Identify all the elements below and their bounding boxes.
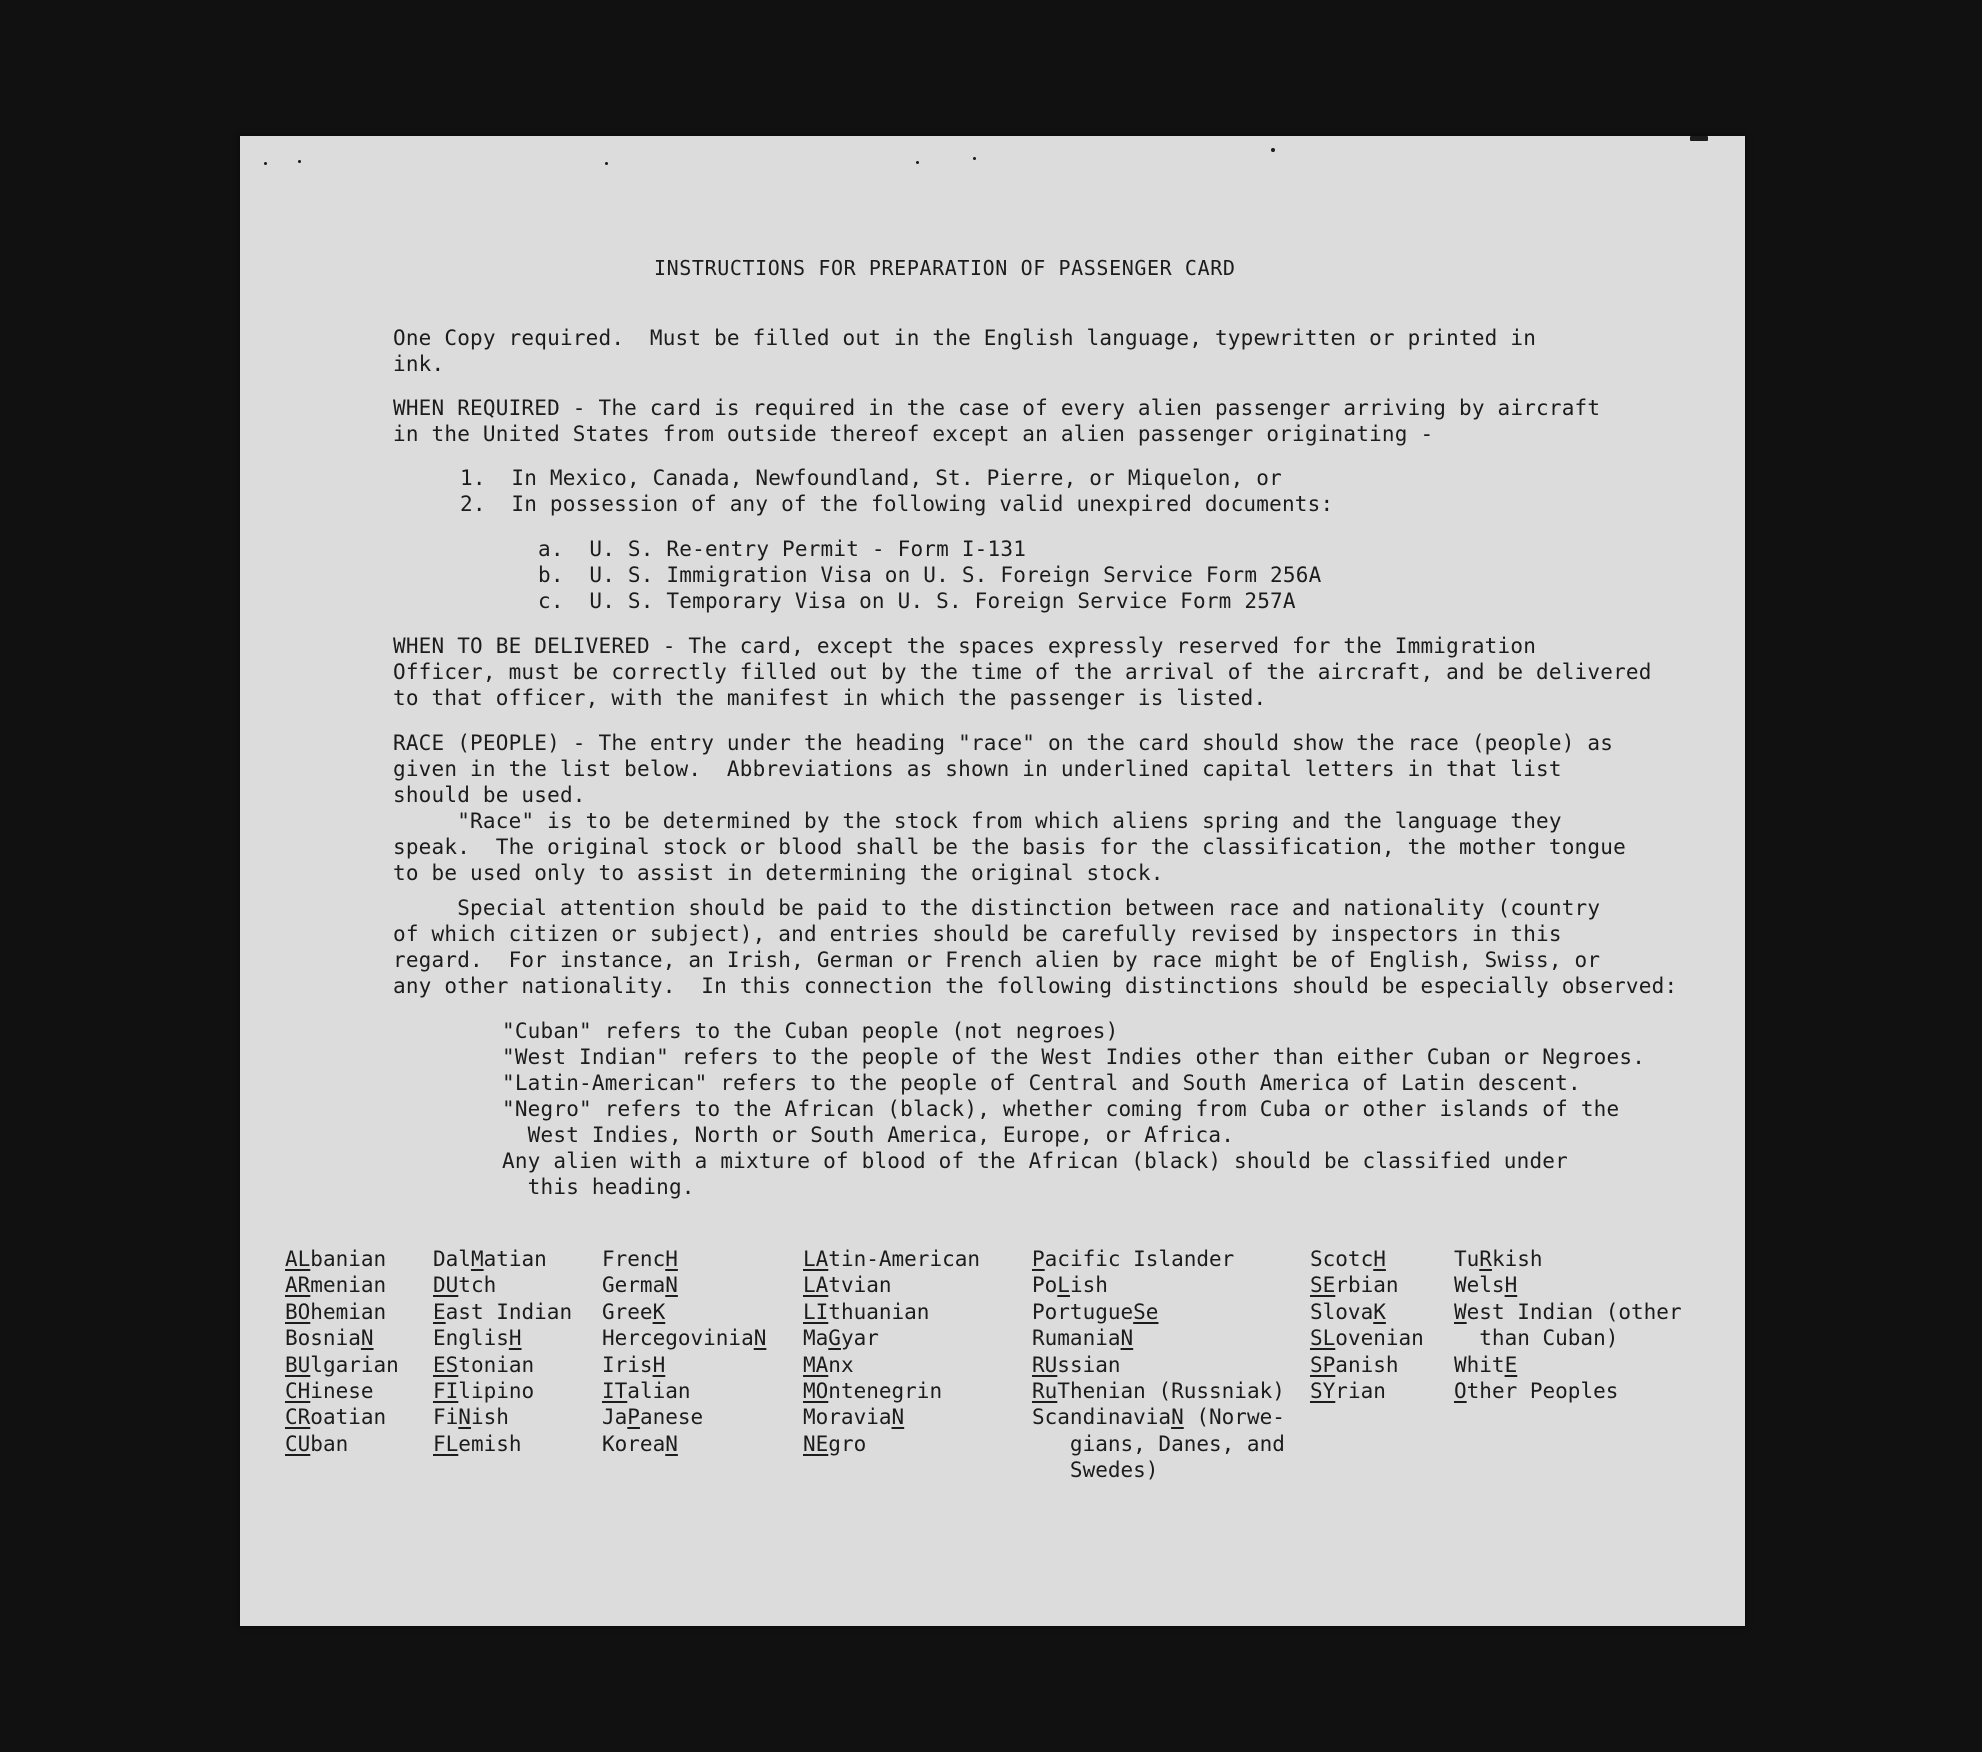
race-text: Iris — [602, 1352, 653, 1377]
race-text: ish — [1069, 1273, 1108, 1298]
race-list-item — [1454, 1246, 1682, 1272]
speck — [1271, 148, 1275, 152]
race-text: ssian — [1057, 1352, 1121, 1377]
race-abbreviation: SL — [1310, 1326, 1336, 1351]
race-text: ther Peoples — [1466, 1379, 1619, 1404]
when-required-line: in the United States from outside thereof except an alien passenger originating - — [393, 422, 1434, 446]
race-text: Hercegovinia — [602, 1326, 754, 1351]
race-text: nx — [828, 1352, 854, 1377]
race-list-column — [803, 1246, 980, 1457]
race-abbreviation: IT — [602, 1379, 628, 1404]
race-text: ish — [470, 1405, 509, 1430]
race-line: should be used. — [393, 783, 586, 807]
race-abbreviation: ES — [433, 1352, 459, 1377]
race-text: banian — [310, 1247, 387, 1271]
race-abbreviation: MO — [803, 1379, 829, 1404]
race-abbreviation: K — [1373, 1299, 1386, 1324]
race-list-item — [1310, 1246, 1424, 1272]
origin-item: 2. In possession of any of the following valid unexpired documents: — [460, 492, 1334, 516]
race-text: tch — [458, 1273, 497, 1298]
race-text: Dal — [433, 1247, 471, 1271]
race-list-item — [1454, 1272, 1682, 1298]
race-abbreviation: AR — [285, 1273, 311, 1298]
special-line: of which citizen or subject), and entries should be carefully revised by inspectors in this — [393, 922, 1562, 946]
race-text: thuanian — [828, 1299, 930, 1324]
race-list-item — [285, 1378, 399, 1404]
race-text: Korea — [602, 1431, 666, 1456]
race-abbreviation: SE — [1310, 1273, 1336, 1298]
race-list-item — [1310, 1272, 1424, 1298]
race-abbreviation: Se — [1133, 1299, 1159, 1324]
race-text: Swedes) — [1032, 1458, 1159, 1483]
speck — [298, 160, 301, 163]
race-abbreviation: L — [1057, 1273, 1070, 1298]
race-abbreviation: H — [1373, 1247, 1386, 1271]
race-list-item — [285, 1325, 399, 1351]
race-list-item — [1032, 1404, 1285, 1430]
race-list-item — [285, 1299, 399, 1325]
race-text: yar — [840, 1326, 879, 1351]
race-abbreviation: Ru — [1032, 1379, 1058, 1404]
race-abbreviation: AL — [285, 1247, 311, 1271]
race-list-item — [285, 1246, 399, 1272]
race-list-item — [803, 1431, 980, 1457]
race-list-item — [1454, 1299, 1682, 1325]
race-list-item — [602, 1325, 766, 1351]
race-abbreviation: H — [1504, 1273, 1518, 1298]
race-text: rbian — [1335, 1273, 1399, 1298]
race-text: emish — [458, 1431, 522, 1456]
race-list-column — [1454, 1246, 1682, 1404]
race-text: Englis — [433, 1326, 509, 1351]
race-list-item — [285, 1404, 399, 1430]
race-list-item — [602, 1272, 766, 1298]
when-delivered-line: WHEN TO BE DELIVERED - The card, except the spaces expressly reserved for the Immigration — [393, 634, 1537, 658]
race-abbreviation: N — [1120, 1326, 1134, 1351]
race-list-item — [1032, 1325, 1285, 1351]
special-line: regard. For instance, an Irish, German or French alien by race might be of English, Swiss, or — [393, 948, 1601, 972]
race-list-item — [1310, 1352, 1424, 1378]
race-list-item — [433, 1246, 572, 1272]
race-abbreviation: N — [665, 1431, 678, 1456]
race-abbreviation: N — [753, 1326, 767, 1351]
race-text: oatian — [310, 1405, 387, 1430]
document-page — [240, 136, 1745, 1626]
race-list-item — [1032, 1299, 1285, 1325]
race-abbreviation: P — [627, 1405, 640, 1430]
race-list-item — [433, 1431, 572, 1457]
race-list-item — [1032, 1431, 1285, 1457]
race-list-item — [602, 1299, 766, 1325]
race-list-item — [602, 1431, 766, 1457]
race-list-item — [285, 1431, 399, 1457]
distinction-line: "West Indian" refers to the people of the West Indies other than either Cuban or Negroes. — [502, 1045, 1646, 1069]
when-delivered-line: Officer, must be correctly filled out by the time of the arrival of the aircraft, and be delivered — [393, 660, 1652, 684]
race-abbreviation: N — [665, 1273, 678, 1298]
race-list-item — [433, 1325, 572, 1351]
race-text: gro — [828, 1431, 867, 1456]
race-text: Scandinavia — [1032, 1405, 1172, 1430]
race-text: ntenegrin — [828, 1379, 943, 1404]
race-list-item — [1310, 1378, 1424, 1404]
race-list-item — [803, 1299, 980, 1325]
race-list-column — [1032, 1246, 1285, 1484]
race-text: Portugue — [1032, 1299, 1134, 1324]
race-list-item — [803, 1404, 980, 1430]
race-list-item — [1454, 1325, 1682, 1351]
race-text: menian — [310, 1273, 387, 1298]
race-text: hemian — [310, 1299, 387, 1324]
race-list-item — [1032, 1246, 1285, 1272]
race-list-item — [1310, 1299, 1424, 1325]
race-text: Fi — [433, 1405, 459, 1430]
race-abbreviation: BU — [285, 1352, 311, 1377]
race-list-item — [1310, 1325, 1424, 1351]
race-text: ast Indian — [445, 1299, 573, 1324]
race-abbreviation: N — [458, 1405, 471, 1430]
race-abbreviation: LI — [803, 1299, 829, 1324]
race-abbreviation: RU — [1032, 1352, 1058, 1377]
race-abbreviation: CH — [285, 1379, 311, 1404]
race-abbreviation: E — [1504, 1352, 1518, 1377]
race-abbreviation: LA — [803, 1247, 829, 1271]
speck — [973, 157, 976, 160]
race-list-item — [803, 1272, 980, 1298]
race-abbreviation: LA — [803, 1273, 829, 1298]
race-list-item — [602, 1352, 766, 1378]
race-line: given in the list below. Abbreviations as shown in underlined capital letters in that list — [393, 757, 1562, 781]
race-abbreviation: DU — [433, 1273, 459, 1298]
race-abbreviation: H — [508, 1326, 522, 1351]
distinction-line: "Cuban" refers to the Cuban people (not negroes) — [502, 1019, 1119, 1043]
race-list-item — [803, 1352, 980, 1378]
speck — [264, 162, 267, 165]
race-list-item — [1032, 1272, 1285, 1298]
race-text: Thenian (Russniak) — [1057, 1379, 1285, 1404]
speck — [605, 162, 608, 165]
race-text: anese — [639, 1405, 704, 1430]
race-line: "Race" is to be determined by the stock from which aliens spring and the language they — [393, 809, 1562, 833]
document-title: INSTRUCTIONS FOR PREPARATION OF PASSENGER CARD — [654, 256, 1236, 280]
race-abbreviation: G — [828, 1326, 841, 1351]
race-text: ovenian — [1335, 1326, 1424, 1351]
race-text: Wels — [1454, 1273, 1505, 1298]
race-list-item — [433, 1272, 572, 1298]
race-text: gians, Danes, and — [1032, 1431, 1285, 1456]
race-list-item — [803, 1325, 980, 1351]
intro-line: ink. — [393, 352, 445, 376]
document-item: b. U. S. Immigration Visa on U. S. Foreign Service Form 256A — [538, 563, 1322, 587]
race-text: anish — [1335, 1352, 1399, 1377]
race-abbreviation: O — [1454, 1379, 1467, 1404]
race-abbreviation: R — [1479, 1247, 1492, 1271]
special-line: any other nationality. In this connection the following distinctions should be especially observed: — [393, 974, 1678, 998]
race-list-item — [285, 1352, 399, 1378]
race-abbreviation: W — [1454, 1299, 1467, 1324]
when-required-line: WHEN REQUIRED - The card is required in the case of every alien passenger arriving by aircraft — [393, 396, 1601, 420]
race-list-column — [1310, 1246, 1424, 1404]
race-abbreviation: CR — [285, 1405, 311, 1430]
race-list-item — [433, 1378, 572, 1404]
race-abbreviation: NE — [803, 1431, 829, 1456]
race-list-item — [1032, 1457, 1285, 1483]
origin-item: 1. In Mexico, Canada, Newfoundland, St. Pierre, or Miquelon, or — [460, 466, 1282, 490]
race-abbreviation: N — [360, 1326, 374, 1351]
distinction-line: "Latin-American" refers to the people of Central and South America of Latin descent. — [502, 1071, 1581, 1095]
race-text: atian — [483, 1247, 547, 1271]
race-line: speak. The original stock or blood shall be the basis for the classification, the mother tongue — [393, 835, 1626, 859]
race-abbreviation: FL — [433, 1431, 459, 1456]
race-text: Germa — [602, 1273, 666, 1298]
race-abbreviation: P — [1032, 1247, 1045, 1271]
distinction-line: "Negro" refers to the African (black), whether coming from Cuba or other islands of the — [502, 1097, 1620, 1121]
speck — [1690, 136, 1708, 141]
distinction-line: this heading. — [502, 1175, 695, 1199]
race-text: Slova — [1310, 1299, 1374, 1324]
distinction-line: West Indies, North or South America, Europe, or Africa. — [502, 1123, 1235, 1147]
race-text: acific Islander — [1044, 1247, 1235, 1271]
race-text: tin-American — [828, 1247, 981, 1271]
special-line: Special attention should be paid to the distinction between race and nationality (country — [393, 896, 1601, 920]
race-list-item — [433, 1299, 572, 1325]
race-abbreviation: CU — [285, 1431, 311, 1456]
race-abbreviation: N — [891, 1405, 905, 1430]
race-text: inese — [310, 1379, 374, 1404]
race-line: to be used only to assist in determining the original stock. — [393, 861, 1164, 885]
race-text: alian — [627, 1379, 691, 1404]
distinction-line: Any alien with a mixture of blood of the African (black) should be classified under — [502, 1149, 1568, 1173]
race-text: lipino — [458, 1379, 535, 1404]
race-list-column — [433, 1246, 572, 1457]
race-text: tonian — [458, 1352, 535, 1377]
document-item: a. U. S. Re-entry Permit - Form I-131 — [538, 537, 1027, 561]
race-abbreviation: H — [652, 1352, 666, 1377]
race-abbreviation: SP — [1310, 1352, 1336, 1377]
race-list-item — [1032, 1378, 1285, 1404]
race-abbreviation: MA — [803, 1352, 829, 1377]
race-list-item — [433, 1404, 572, 1430]
race-text: Ja — [602, 1405, 628, 1430]
race-text: est Indian (other — [1466, 1299, 1682, 1324]
race-abbreviation: K — [652, 1299, 666, 1324]
race-text: than Cuban) — [1454, 1326, 1619, 1351]
race-text: Po — [1032, 1273, 1058, 1298]
race-text: (Norwe- — [1183, 1405, 1285, 1430]
race-text: Whit — [1454, 1352, 1505, 1377]
race-abbreviation: SY — [1310, 1379, 1336, 1404]
race-abbreviation: BO — [285, 1299, 311, 1324]
race-text: Frenc — [602, 1247, 666, 1271]
race-text: Bosnia — [285, 1326, 361, 1351]
document-item: c. U. S. Temporary Visa on U. S. Foreign Service Form 257A — [538, 589, 1296, 613]
race-list-item — [1454, 1378, 1682, 1404]
race-list-item — [1454, 1352, 1682, 1378]
race-list-column — [285, 1246, 399, 1457]
when-delivered-line: to that officer, with the manifest in which the passenger is listed. — [393, 686, 1267, 710]
speck — [916, 161, 919, 164]
race-abbreviation: FI — [433, 1379, 459, 1404]
race-text: Moravia — [803, 1405, 892, 1430]
race-abbreviation: E — [433, 1299, 446, 1324]
race-text: kish — [1491, 1247, 1543, 1271]
race-list-item — [285, 1272, 399, 1298]
race-list-item — [433, 1352, 572, 1378]
race-abbreviation: N — [1171, 1405, 1184, 1430]
race-text: ban — [310, 1431, 349, 1456]
race-list-item — [602, 1246, 766, 1272]
race-list-column — [602, 1246, 766, 1457]
intro-line: One Copy required. Must be filled out in the English language, typewritten or printed in — [393, 326, 1537, 350]
race-text: lgarian — [310, 1352, 399, 1377]
race-text: Tu — [1454, 1247, 1480, 1271]
race-abbreviation: M — [470, 1247, 484, 1271]
race-list-item — [1032, 1352, 1285, 1378]
race-list-item — [803, 1246, 980, 1272]
race-text: Ma — [803, 1326, 829, 1351]
race-line: RACE (PEOPLE) - The entry under the heading "race" on the card should show the race (people) as — [393, 731, 1614, 755]
race-text: Gree — [602, 1299, 653, 1324]
race-text: Scotc — [1310, 1247, 1374, 1271]
race-list-item — [602, 1378, 766, 1404]
race-text: rian — [1335, 1379, 1386, 1404]
race-list-item — [602, 1404, 766, 1430]
race-list-item — [803, 1378, 980, 1404]
race-abbreviation: H — [665, 1247, 678, 1271]
race-text: Rumania — [1032, 1326, 1121, 1351]
race-text: tvian — [828, 1273, 892, 1298]
